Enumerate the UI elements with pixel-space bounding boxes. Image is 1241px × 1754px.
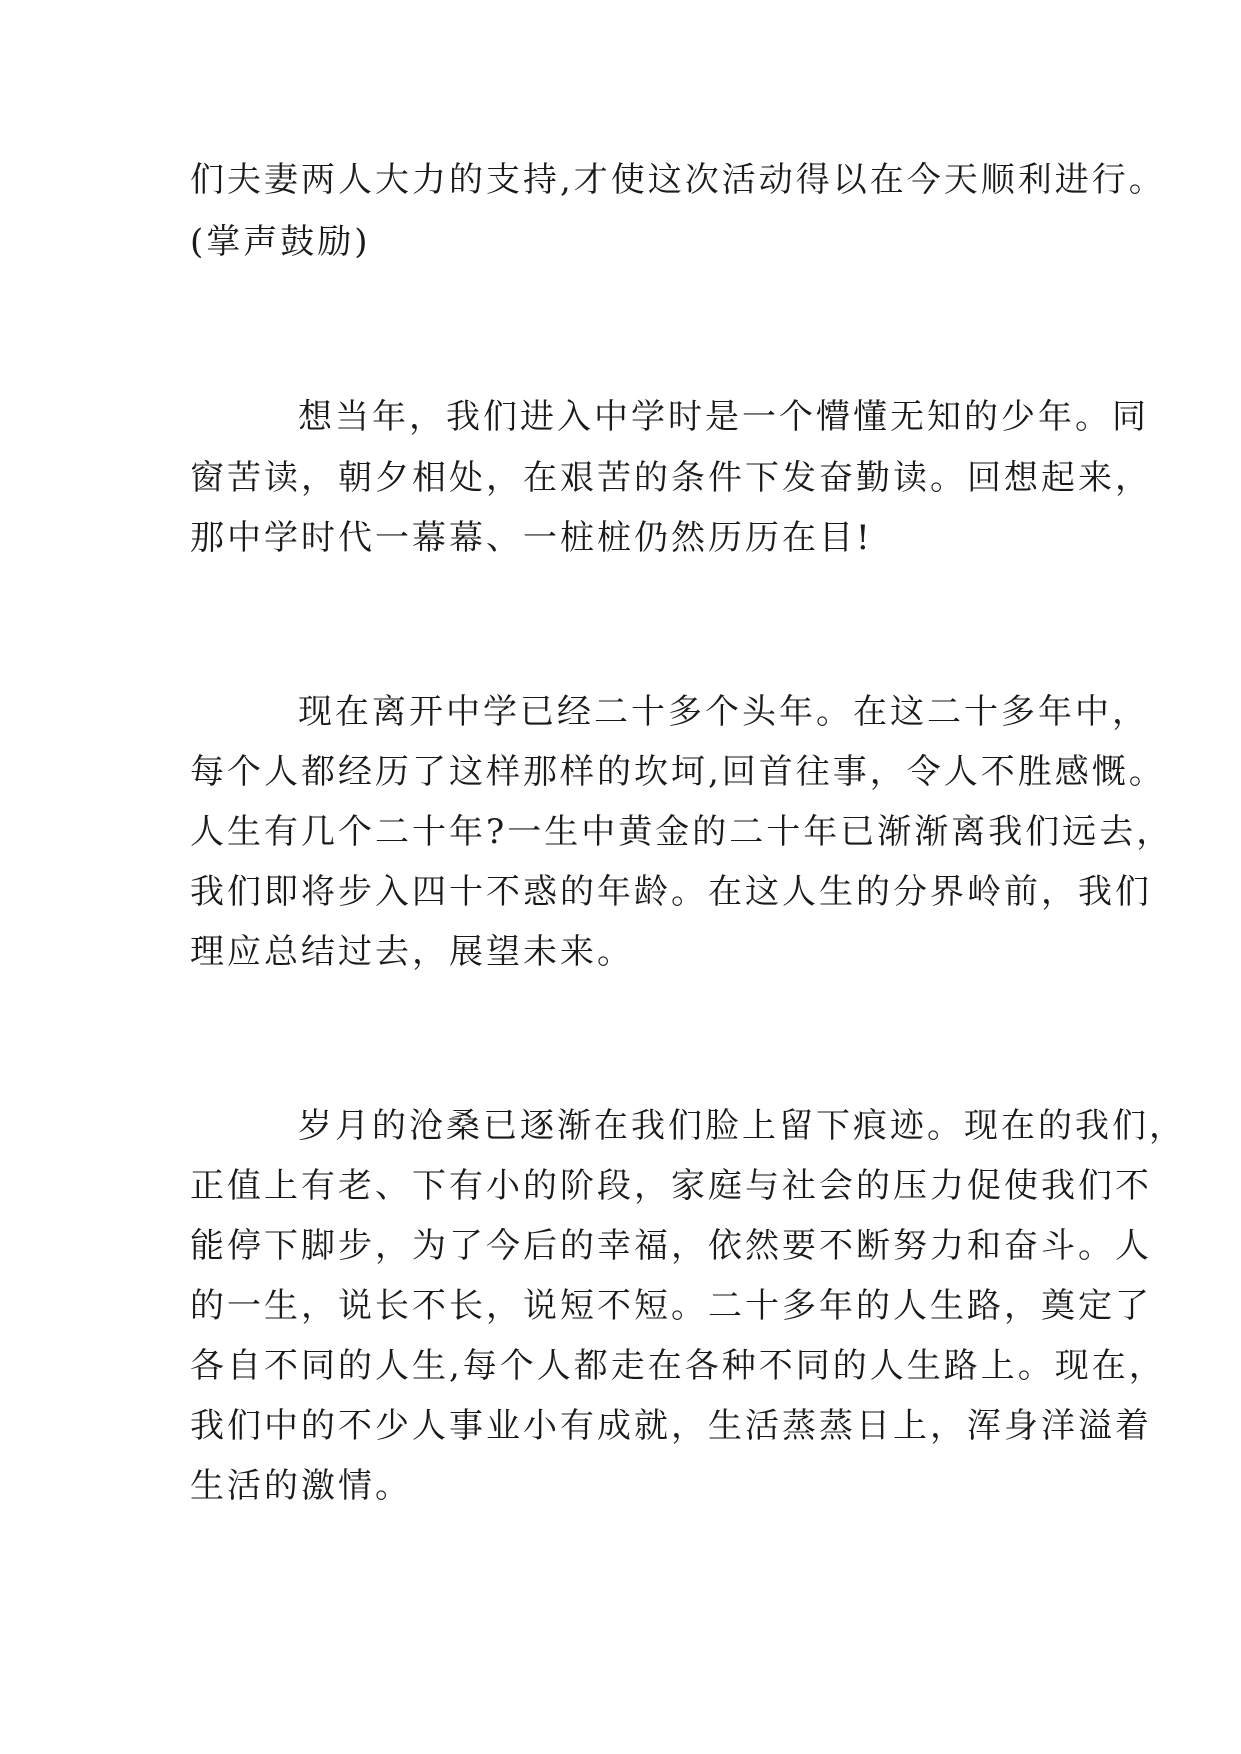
paragraph-line: 理应总结过去，展望未来。 [190, 932, 634, 972]
paragraph-line: 正值上有老、下有小的阶段，家庭与社会的压力促使我们不 [190, 1166, 1152, 1206]
paragraph-line: 窗苦读，朝夕相处，在艰苦的条件下发奋勤读。回想起来， [190, 458, 1152, 498]
paragraph-line: 每个人都经历了这样那样的坎坷,回首往事，令人不胜感慨。 [190, 752, 1166, 792]
paragraph-line: 能停下脚步，为了今后的幸福，依然要不断努力和奋斗。人 [190, 1226, 1152, 1266]
paragraph-line: 的一生，说长不长，说短不短。二十多年的人生路，奠定了 [190, 1286, 1152, 1326]
paragraph-line: 岁月的沧桑已逐渐在我们脸上留下痕迹。现在的我们， [298, 1106, 1186, 1146]
paragraph-line: 我们中的不少人事业小有成就，生活蒸蒸日上，浑身洋溢着 [190, 1406, 1152, 1446]
paragraph-line: 那中学时代一幕幕、一桩桩仍然历历在目! [190, 518, 873, 558]
paragraph-line: 人生有几个二十年?一生中黄金的二十年已渐渐离我们远去， [190, 812, 1174, 852]
paragraph-line: 我们即将步入四十不惑的年龄。在这人生的分界岭前，我们 [190, 872, 1152, 912]
paragraph-line: (掌声鼓励) [190, 222, 371, 262]
paragraph-line: 生活的激情。 [190, 1466, 412, 1506]
paragraph-line: 各自不同的人生,每个人都走在各种不同的人生路上。现在， [190, 1346, 1166, 1386]
paragraph-line: 们夫妻两人大力的支持,才使这次活动得以在今天顺利进行。 [190, 160, 1166, 200]
paragraph-line: 想当年，我们进入中学时是一个懵懂无知的少年。同 [298, 397, 1149, 437]
paragraph-line: 现在离开中学已经二十多个头年。在这二十多年中， [298, 692, 1149, 732]
